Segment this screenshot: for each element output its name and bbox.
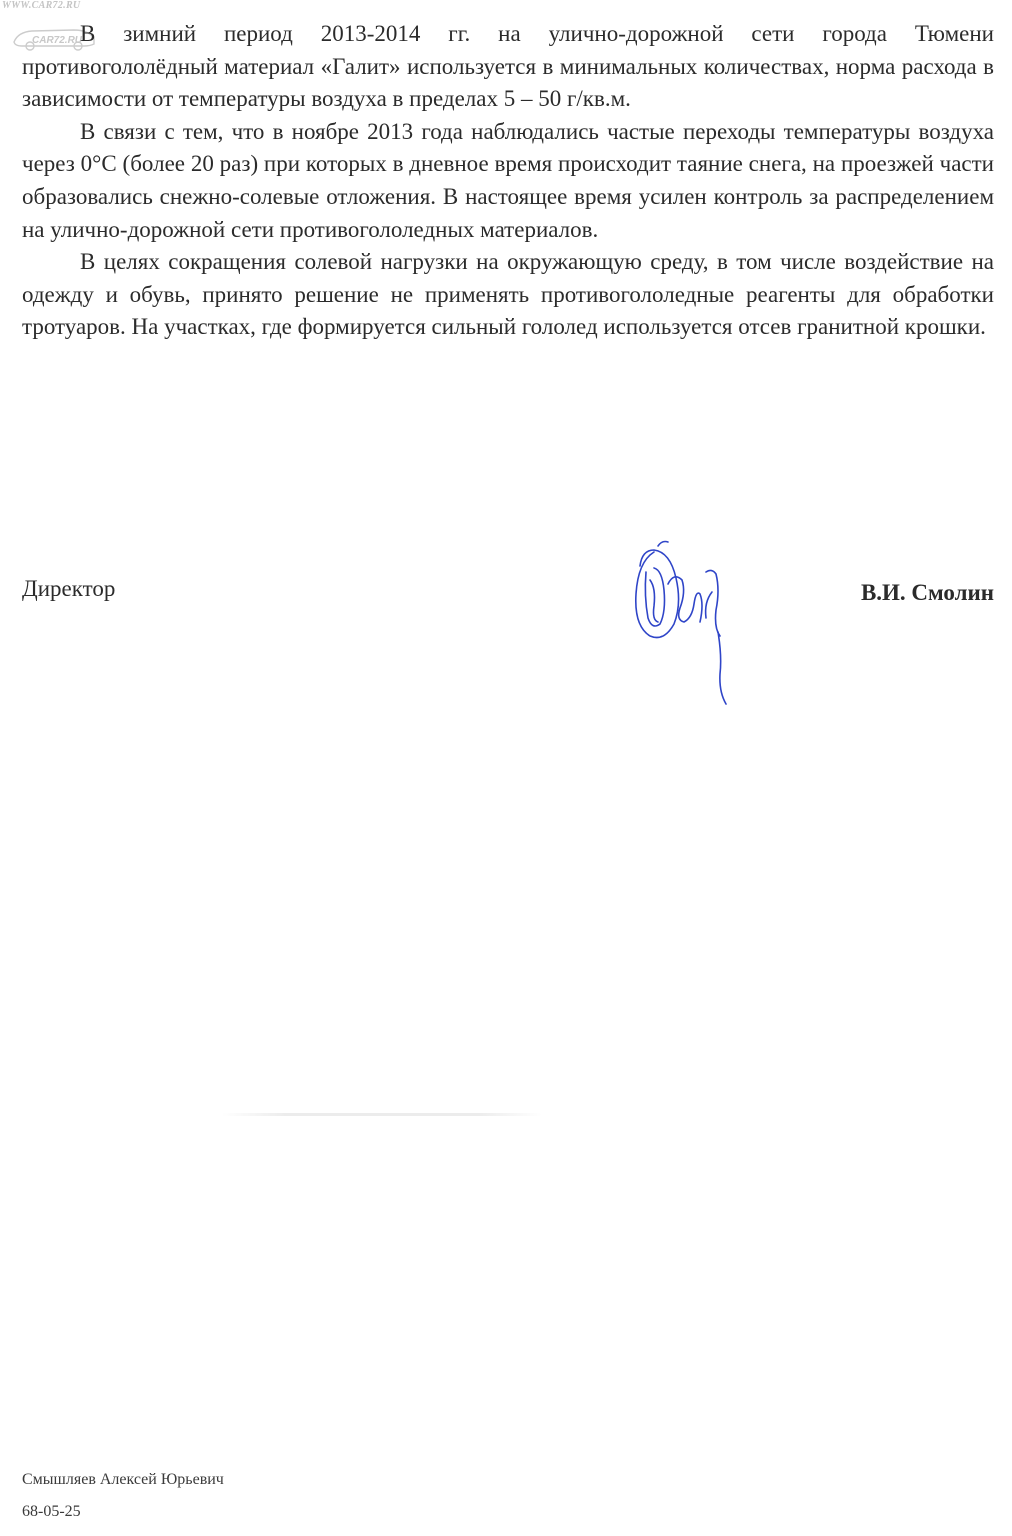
signatory-title: Директор — [22, 576, 116, 601]
paragraph: В целях сокращения солевой нагрузки на окружающую среду, в том числе воздействие на одежду и обувь, принято решение не применять противогололедные реагенты для обработки тротуаров. На участках, где формируется сильный гололед используется отсев гранитной крошки. — [22, 249, 994, 340]
scan-artifact — [222, 1113, 542, 1116]
watermark-url: WWW.CAR72.RU — [2, 0, 81, 11]
letter-body — [22, 18, 994, 344]
signatory-name: В.И. Смолин — [860, 580, 994, 605]
executor-phone: 68-05-25 — [22, 1503, 81, 1520]
paragraph: В зимний период 2013-2014 гг. на улично-дорожной сети города Тюмени противогололёдный материал «Галит» используется в минимальных количествах, норма расхода в зависимости от температуры воздуха в пределах 5 – 50 г/кв.м. — [22, 21, 994, 112]
handwritten-signature — [624, 532, 736, 710]
paragraph: В связи с тем, что в ноябре 2013 года наблюдались частые переходы температуры воздуха через 0°С (более 20 раз) при которых в дневное время происходит таяние снега, на проезжей части образовались снежно-солевые отложения. В настоящее время усилен контроль за распределением на улично-дорожной сети противогололедных материалов. — [22, 118, 994, 242]
executor-name: Смышляев Алексей Юрьевич — [22, 1471, 224, 1488]
svg-text:CAR72.RU: CAR72.RU — [32, 35, 83, 46]
